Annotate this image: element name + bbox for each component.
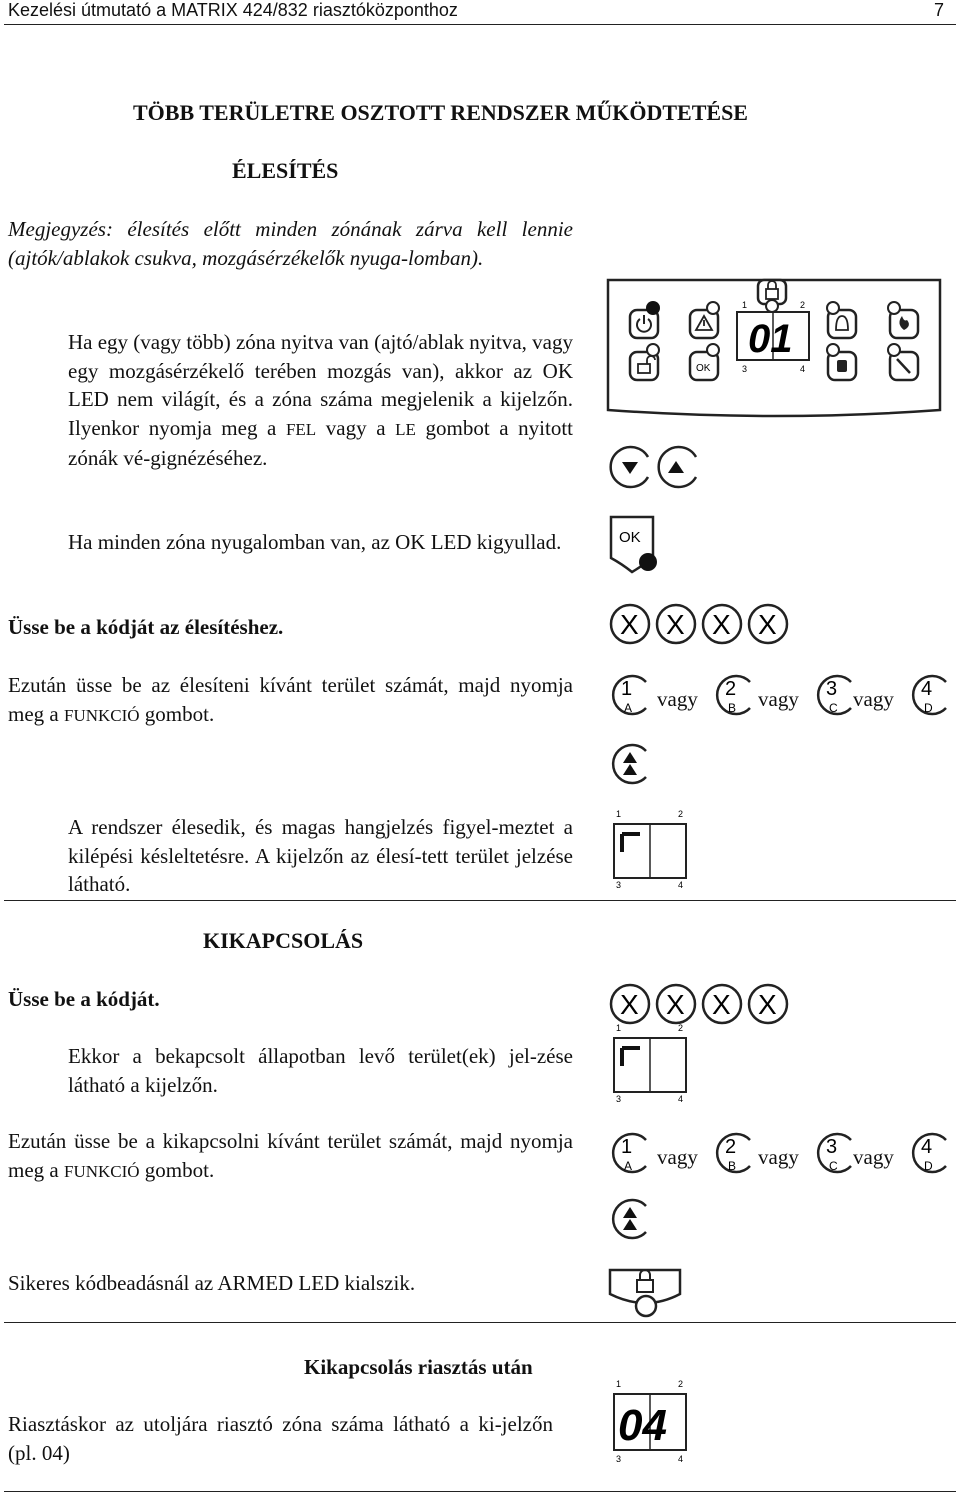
or-word: vagy [758, 1145, 799, 1169]
key-name-funkcio: FUNKCIÓ [63, 1161, 140, 1181]
after-alarm-heading: Kikapcsolás riasztás után [304, 1355, 533, 1379]
disarming-armed-led: Sikeres kódbeadásnál az ARMED LED kialszik. [8, 1271, 416, 1295]
disarming-enter-code: Üsse be a kódját. [8, 987, 160, 1011]
svg-text:A: A [624, 1159, 633, 1173]
display-armed-area [608, 1022, 690, 1104]
arrow-keys [608, 443, 704, 491]
tamper-icon [827, 344, 856, 380]
seven-segment-display [737, 312, 809, 361]
display-digits: 01 [748, 317, 793, 361]
disarming-select-area [8, 1127, 573, 1186]
svg-text:D: D [924, 1159, 933, 1173]
ok-led-icon [690, 344, 719, 380]
unlock-icon [630, 344, 659, 380]
svg-text:1: 1 [616, 809, 622, 819]
text-part: vagy a [316, 415, 396, 440]
svg-text:2: 2 [678, 809, 684, 819]
warning-icon [690, 302, 719, 338]
page-header [0, 0, 960, 22]
arrow-down-icon[interactable] [611, 447, 648, 487]
svg-text:4: 4 [921, 678, 933, 700]
function-key-icon[interactable] [608, 1196, 654, 1242]
display-corner-2: 2 [800, 300, 806, 310]
svg-text:B: B [728, 1159, 737, 1173]
main-title: TÖBB TERÜLETRE OSZTOTT RENDSZER MŰKÖDTETÉSE [133, 100, 748, 125]
key-name-le: LE [395, 419, 416, 439]
area-keys-row [608, 672, 948, 720]
disarming-display-note: Ekkor a bekapcsolt állapotban levő terület(ek) jel-zése látható a kijelzőn. [68, 1044, 573, 1097]
svg-text:X: X [620, 609, 639, 640]
svg-text:3: 3 [616, 1454, 622, 1464]
svg-text:1: 1 [616, 1379, 622, 1389]
or-word: vagy [853, 1145, 894, 1169]
svg-text:3: 3 [616, 880, 622, 890]
svg-text:2: 2 [678, 1379, 684, 1389]
svg-text:B: B [728, 701, 737, 715]
section-divider [4, 900, 956, 901]
svg-text:2: 2 [678, 1023, 684, 1033]
or-word: vagy [657, 687, 698, 711]
alarm-digits: 04 [618, 1401, 667, 1450]
ok-led-label: OK [696, 363, 711, 374]
lock-icon [758, 280, 786, 312]
code-keys [608, 982, 793, 1026]
keypad-panel [604, 272, 944, 420]
svg-text:A: A [624, 701, 633, 715]
svg-text:X: X [620, 989, 639, 1020]
text-part: Ezután üsse be az élesíteni kívánt terület számát, majd nyomja meg a [8, 673, 573, 726]
svg-text:4: 4 [678, 1094, 684, 1104]
arming-note: Megjegyzés: élesítés előtt minden zónának zárva kell lennie (ajtók/ablakok csukva, mozgásérzékelők nyuga-lomban). [8, 217, 573, 270]
display-armed-area [608, 808, 690, 890]
x-key-icon[interactable] [749, 605, 787, 643]
svg-text:3: 3 [616, 1094, 622, 1104]
svg-text:1: 1 [616, 1023, 622, 1033]
svg-text:3: 3 [826, 678, 838, 700]
fire-icon [888, 302, 918, 338]
svg-text:X: X [712, 609, 731, 640]
arrow-up-icon[interactable] [659, 447, 696, 487]
or-word: vagy [853, 687, 894, 711]
area-key-2[interactable] [712, 1130, 758, 1176]
svg-text:X: X [758, 989, 777, 1020]
after-alarm-paragraph: Riasztáskor az utoljára riasztó zóna száma látható a ki-jelzőn (pl. 04) [8, 1412, 553, 1465]
text-part: Ezután üsse be a kikapcsolni kívánt terület számát, majd nyomja meg a [8, 1129, 573, 1182]
svg-text:X: X [666, 609, 685, 640]
svg-text:1: 1 [621, 1136, 633, 1158]
display-corner-4: 4 [800, 364, 806, 374]
text-part: gombot a nyitott zónák vé-gignézéséhez. [68, 415, 574, 470]
arming-paragraph-ok-led: Ha minden zóna nyugalomban van, az OK LED kigyullad. [68, 530, 562, 554]
x-key-icon[interactable] [611, 985, 649, 1023]
key-name-fel: FEL [285, 419, 317, 439]
display-corner-1: 1 [742, 300, 748, 310]
svg-text:1: 1 [621, 678, 633, 700]
code-keys [608, 602, 793, 646]
display-corner-3: 3 [742, 364, 748, 374]
display-alarm-zone [608, 1378, 690, 1464]
svg-text:2: 2 [725, 678, 737, 700]
x-key-icon[interactable] [657, 985, 695, 1023]
arming-paragraph-open-zones [68, 328, 573, 473]
svg-text:D: D [924, 701, 933, 715]
svg-text:4: 4 [921, 1136, 933, 1158]
svg-text:4: 4 [678, 880, 684, 890]
header-divider [4, 24, 956, 25]
area-key-4[interactable] [908, 1130, 954, 1176]
function-key-icon[interactable] [608, 741, 654, 787]
svg-text:X: X [666, 989, 685, 1020]
text-part: Ha egy (vagy több) zóna nyitva van (ajtó/ablak nyitva, vagy egy mozgásérzékelő terében mozgás van), akkor az OK LED nem világít, és a zóna száma megjelenik a kijelzőn. Ilyenkor nyomja meg a [68, 330, 574, 440]
svg-text:X: X [712, 989, 731, 1020]
text-part: gombot. [139, 1157, 215, 1182]
or-word: vagy [758, 687, 799, 711]
arming-enter-code: Üsse be a kódját az élesítéshez. [8, 615, 284, 639]
power-icon [630, 301, 660, 338]
key-name-funkcio: FUNKCIÓ [63, 705, 140, 725]
header-title: Kezelési útmutató a MATRIX 424/832 riasztóközponthoz [8, 0, 458, 20]
arming-heading: ÉLESÍTÉS [232, 158, 339, 183]
x-key-icon[interactable] [703, 985, 741, 1023]
x-key-icon[interactable] [703, 605, 741, 643]
ok-label: OK [619, 529, 641, 546]
svg-text:X: X [758, 609, 777, 640]
area-key-1[interactable] [608, 1130, 654, 1176]
ok-button-icon [608, 514, 660, 576]
section-divider [4, 1322, 956, 1323]
x-key-icon[interactable] [611, 605, 649, 643]
svg-text:3: 3 [826, 1136, 838, 1158]
svg-text:C: C [829, 1159, 838, 1173]
area-key-4[interactable] [908, 672, 954, 718]
armed-led-lock-icon [606, 1266, 686, 1324]
disarming-heading: KIKAPCSOLÁS [203, 928, 364, 953]
text-part: gombot. [139, 701, 215, 726]
svg-text:2: 2 [725, 1136, 737, 1158]
area-key-1[interactable] [608, 672, 654, 718]
page-number: 7 [933, 0, 944, 20]
area-key-2[interactable] [712, 672, 758, 718]
svg-text:C: C [829, 701, 838, 715]
area-keys-row [608, 1130, 948, 1178]
footer-divider [4, 1491, 956, 1492]
svg-text:4: 4 [678, 1454, 684, 1464]
x-key-icon[interactable] [657, 605, 695, 643]
bell-icon [827, 302, 856, 338]
arming-select-area [8, 671, 573, 730]
wrench-icon [888, 344, 918, 380]
or-word: vagy [657, 1145, 698, 1169]
x-key-icon[interactable] [749, 985, 787, 1023]
arming-result: A rendszer élesedik, és magas hangjelzés figyel-meztet a kilépési késleltetésre. A kijelzőn az élesí-tett terület jelzése látható. [68, 815, 573, 896]
